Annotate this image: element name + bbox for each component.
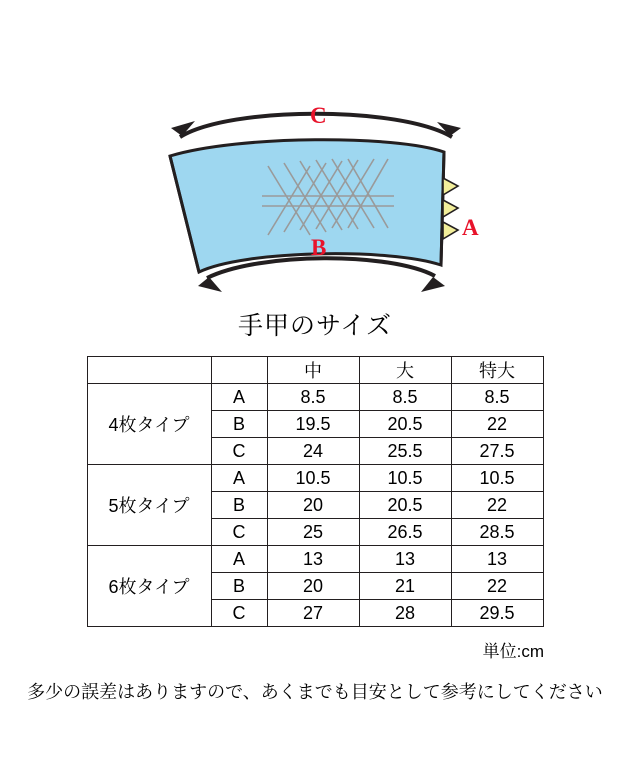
header-cell-size-m: 中 bbox=[267, 357, 359, 384]
cell-1b-ll: 22 bbox=[451, 411, 543, 438]
cell-3a-m: 13 bbox=[267, 546, 359, 573]
size-table bbox=[87, 356, 544, 627]
row-group-type-1: 4枚タイプ bbox=[87, 384, 211, 465]
cell-2b-l: 20.5 bbox=[359, 492, 451, 519]
footnote: 多少の誤差はありますので、あくまでも目安として参考にしてください bbox=[27, 682, 603, 702]
cell-1a-m: 8.5 bbox=[267, 384, 359, 411]
product-diagram bbox=[0, 0, 630, 300]
row-group-type-3: 6枚タイプ bbox=[87, 546, 211, 627]
cell-1c-m: 24 bbox=[267, 438, 359, 465]
row-group-type-2: 5枚タイプ bbox=[87, 465, 211, 546]
arrow-b bbox=[198, 258, 445, 292]
cell-1b-l: 20.5 bbox=[359, 411, 451, 438]
row-letter-1b: B bbox=[211, 411, 267, 438]
cell-1b-m: 19.5 bbox=[267, 411, 359, 438]
table-header-row bbox=[87, 357, 543, 384]
row-letter-1a: A bbox=[211, 384, 267, 411]
cell-2b-m: 20 bbox=[267, 492, 359, 519]
cell-3a-ll: 13 bbox=[451, 546, 543, 573]
cell-3a-l: 13 bbox=[359, 546, 451, 573]
cell-2c-m: 25 bbox=[267, 519, 359, 546]
row-letter-3b: B bbox=[211, 573, 267, 600]
header-cell-size-l: 大 bbox=[359, 357, 451, 384]
row-letter-3c: C bbox=[211, 600, 267, 627]
tab-group bbox=[443, 178, 458, 239]
row-letter-2c: C bbox=[211, 519, 267, 546]
unit-note: 単位:cm bbox=[482, 642, 544, 661]
cell-1a-ll: 8.5 bbox=[451, 384, 543, 411]
header-cell-size-ll: 特大 bbox=[451, 357, 543, 384]
cell-1c-ll: 27.5 bbox=[451, 438, 543, 465]
size-table-wrapper bbox=[0, 356, 630, 627]
table-row bbox=[87, 384, 543, 411]
cell-2a-l: 10.5 bbox=[359, 465, 451, 492]
cell-3c-l: 28 bbox=[359, 600, 451, 627]
cell-3b-l: 21 bbox=[359, 573, 451, 600]
cell-3b-ll: 22 bbox=[451, 573, 543, 600]
diagram-label-a: A bbox=[462, 215, 479, 240]
row-letter-1c: C bbox=[211, 438, 267, 465]
header-cell-blank-letter bbox=[211, 357, 267, 384]
cell-3c-m: 27 bbox=[267, 600, 359, 627]
cell-3b-m: 20 bbox=[267, 573, 359, 600]
cell-1c-l: 25.5 bbox=[359, 438, 451, 465]
diagram-label-c: C bbox=[310, 103, 327, 128]
row-letter-2a: A bbox=[211, 465, 267, 492]
cell-3c-ll: 29.5 bbox=[451, 600, 543, 627]
cell-2b-ll: 22 bbox=[451, 492, 543, 519]
table-row bbox=[87, 546, 543, 573]
diagram-label-b: B bbox=[311, 235, 327, 260]
cell-2a-m: 10.5 bbox=[267, 465, 359, 492]
cell-2a-ll: 10.5 bbox=[451, 465, 543, 492]
cell-2c-l: 26.5 bbox=[359, 519, 451, 546]
cell-2c-ll: 28.5 bbox=[451, 519, 543, 546]
header-cell-blank-type bbox=[87, 357, 211, 384]
row-letter-3a: A bbox=[211, 546, 267, 573]
table-row bbox=[87, 465, 543, 492]
page-title: 手甲のサイズ bbox=[237, 312, 392, 340]
cell-1a-l: 8.5 bbox=[359, 384, 451, 411]
row-letter-2b: B bbox=[211, 492, 267, 519]
